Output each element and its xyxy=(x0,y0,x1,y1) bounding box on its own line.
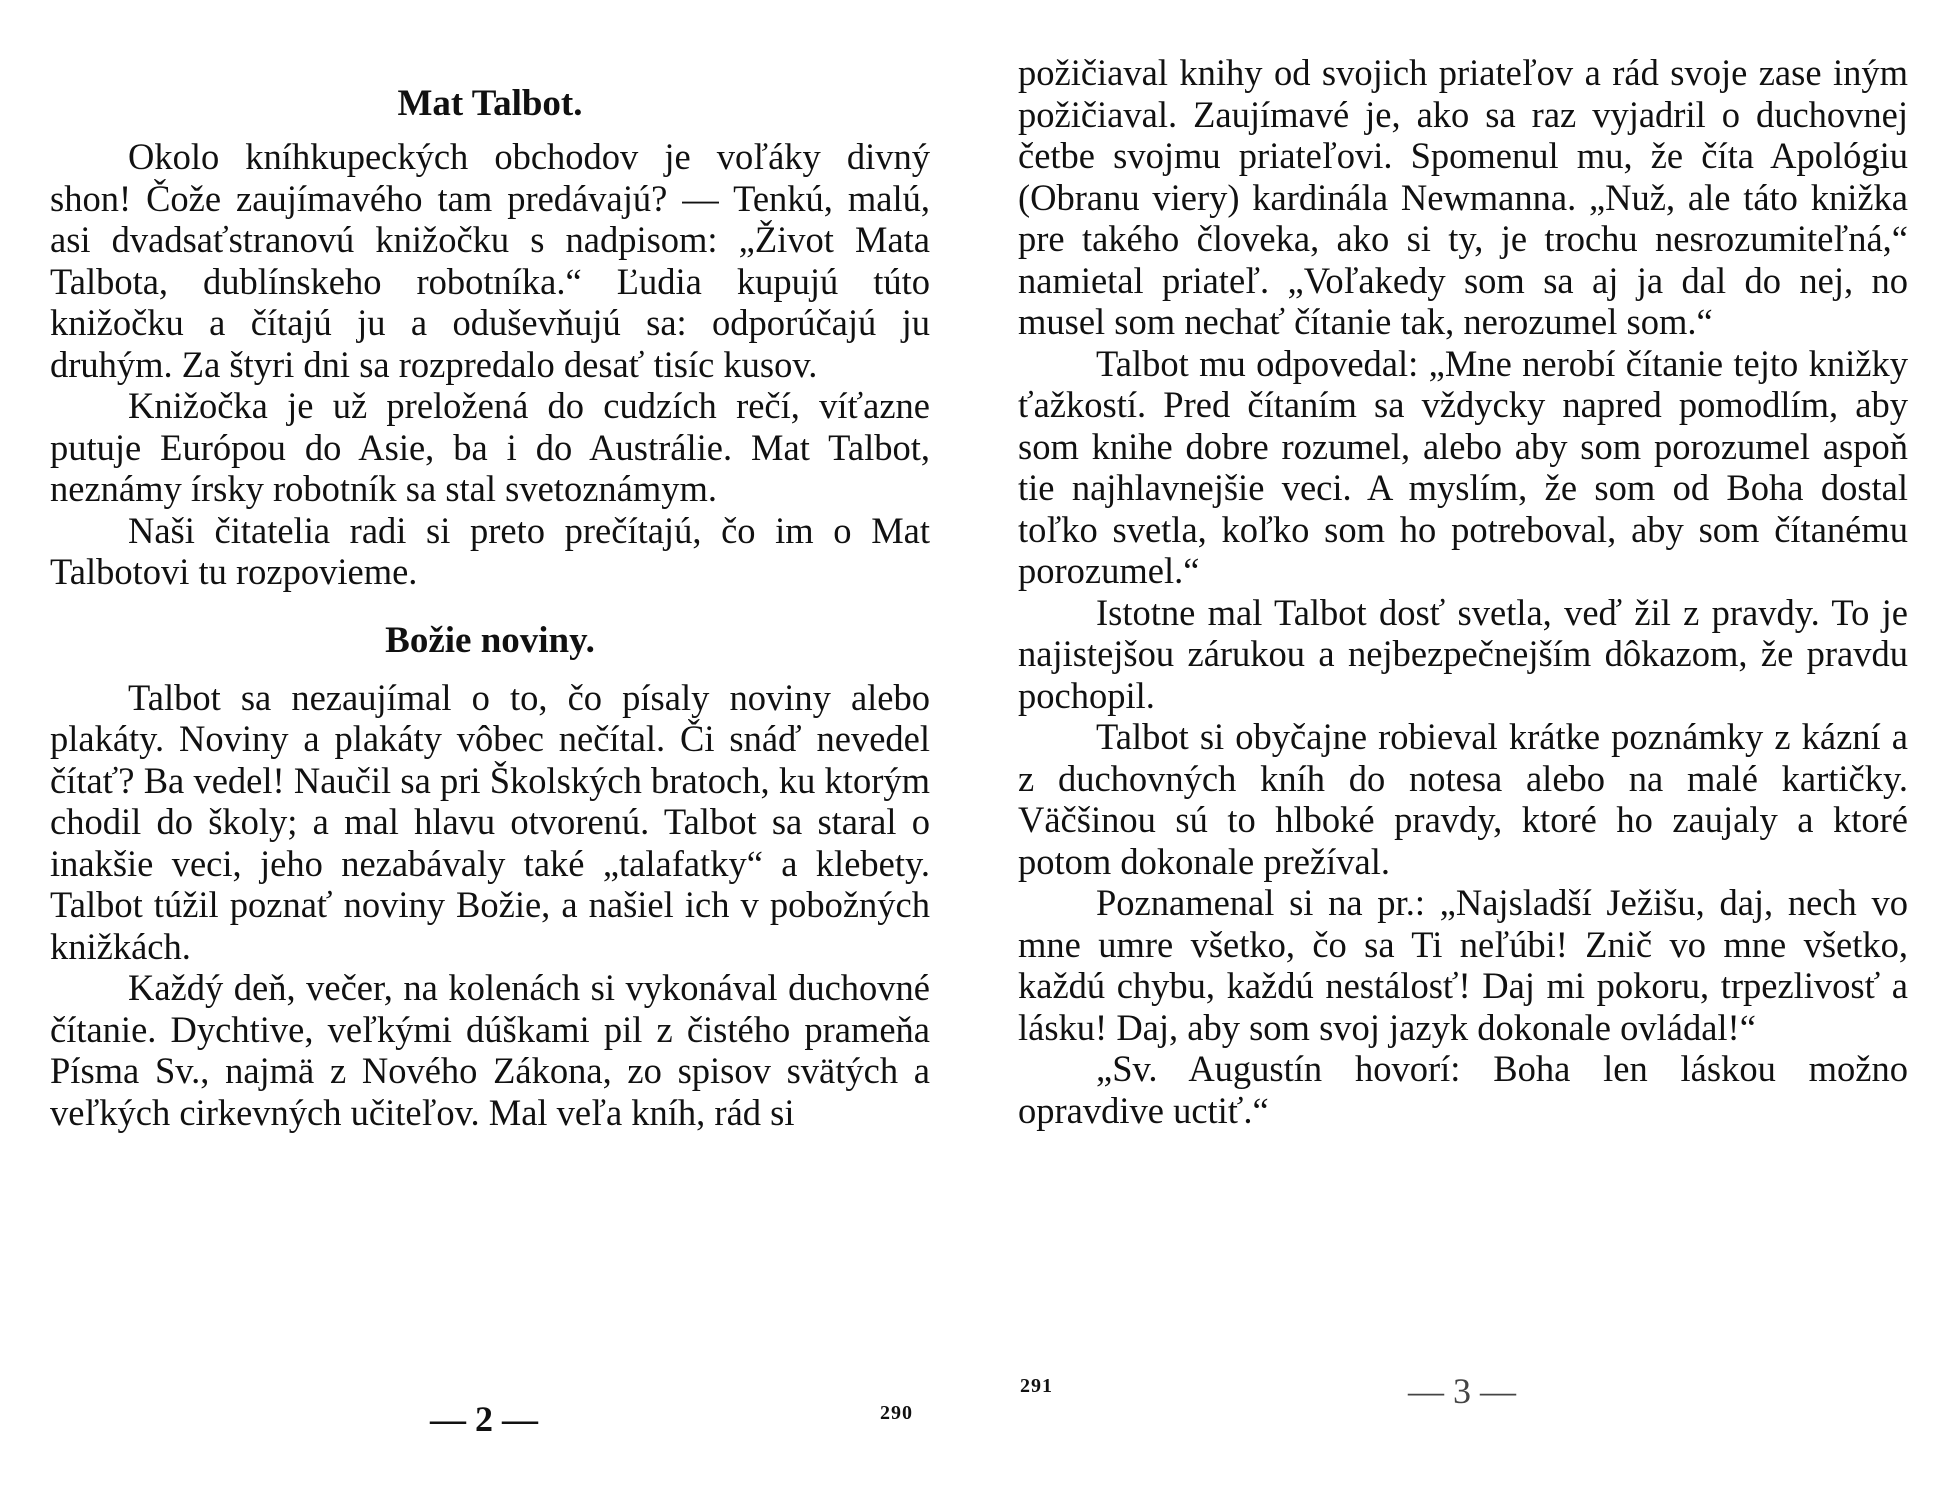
right-page xyxy=(1018,0,1908,1500)
paragraph-2: Knižočka je už preložená do cudzích rečí, víťazne putuje Európou do Asie, ba i do Austrálie. Mat Talbot, neznámy írsky robotník sa stal svetoznámym. xyxy=(50,385,930,509)
signature-number-left: 290 xyxy=(880,1402,913,1424)
left-page xyxy=(50,0,930,1500)
paragraph-4: Talbot si obyčajne robieval krátke poznámky z kázní a z duchovných kníh do notesa alebo na malé kartičky. Väčšinou sú to hlboké pravdy, ktoré ho zaujaly a ktoré potom dokonale prežíval. xyxy=(1018,716,1908,882)
section-paragraph-2: Každý deň, večer, na kolenách si vykonával duchovné čítanie. Dychtive, veľkými dúškami pil z čistého prameňa Písma Sv., najmä z Nového Zákona, zo spisov svätých a veľkých cirkevných učiteľov. Mal veľa kníh, rád si xyxy=(50,967,930,1133)
paragraph-2: Talbot mu odpovedal: „Mne nerobí čítanie tejto knižky ťažkostí. Pred čítaním sa vždycky napred pomodlím, aby som knihe dobre rozumel, alebo aby som porozumel aspoň tie najhlavnejšie veci. A myslím, že som od Boha dostal toľko svetla, koľko som ho potreboval, aby som čítanému porozumel.“ xyxy=(1018,342,1908,591)
signature-number-right: 291 xyxy=(1020,1375,1053,1397)
paragraph-6: „Sv. Augustín hovorí: Boha len láskou možno opravdive uctiť.“ xyxy=(1018,1048,1908,1131)
page-number-right: — 3 — xyxy=(1408,1371,1516,1411)
paragraph-3: Naši čitatelia radi si preto prečítajú, čo im o Mat Talbotovi tu rozpovieme. xyxy=(50,509,930,592)
section-paragraph-1: Talbot sa nezaujímal o to, čo písaly noviny alebo plakáty. Noviny a plakáty vôbec nečítal. Či snáď nevedel čítať? Ba vedel! Naučil sa pri Školských bratoch, ku ktorým chodil do školy; a mal hlavu otvorenú. Talbot sa staral o inakšie veci, jeho nezabávaly také „talafatky“ a klebety. Talbot túžil poznať noviny Božie, a našiel ich v pobožných knižkách. xyxy=(50,676,930,967)
paragraph-continued: požičiaval knihy od svojich priateľov a rád svoje zase iným požičiaval. Zaujímavé je, ako sa raz vyjadril o duchovnej četbe svojmu priateľovi. Spomenul mu, že číta Apológiu (Obranu viery) kardinála Newmanna. „Nuž, ale táto knižka pre takého človeka, ako si ty, je trochu nesrozumiteľná,“ namietal priateľ. „Voľakedy som sa aj ja dal do nej, no musel som nechať čítanie tak, nerozumel som.“ xyxy=(1018,52,1908,342)
paragraph-1: Okolo kníhkupeckých obchodov je voľáky divný shon! Čože zaujímavého tam predávajú? — Tenkú, malú, asi dvadsaťstranovú knižočku s nadpisom: „Život Mata Talbota, dublínskeho robotníka.“ Ľudia kupujú túto knižočku a čítajú ju a oduševňujú sa: odporúčajú ju druhým. Za štyri dni sa rozpredalo desať tisíc kusov. xyxy=(50,136,930,385)
chapter-title: Mat Talbot. xyxy=(397,83,583,124)
paragraph-3: Istotne mal Talbot dosť svetla, veď žil z pravdy. To je najistejšou zárukou a nejbezpečnejším dôkazom, že pravdu pochopil. xyxy=(1018,591,1908,716)
section-title: Božie noviny. xyxy=(385,619,595,661)
paragraph-5: Poznamenal si na pr.: „Najsladší Ježišu, daj, nech vo mne umre všetko, čo sa Ti neľúbi! Znič vo mne všetko, každú chybu, každú nestálosť! Daj mi pokoru, trpezlivosť a lásku! Daj, aby som svoj jazyk dokonale ovládal!“ xyxy=(1018,882,1908,1048)
page-number-left: — 2 — xyxy=(430,1399,538,1439)
